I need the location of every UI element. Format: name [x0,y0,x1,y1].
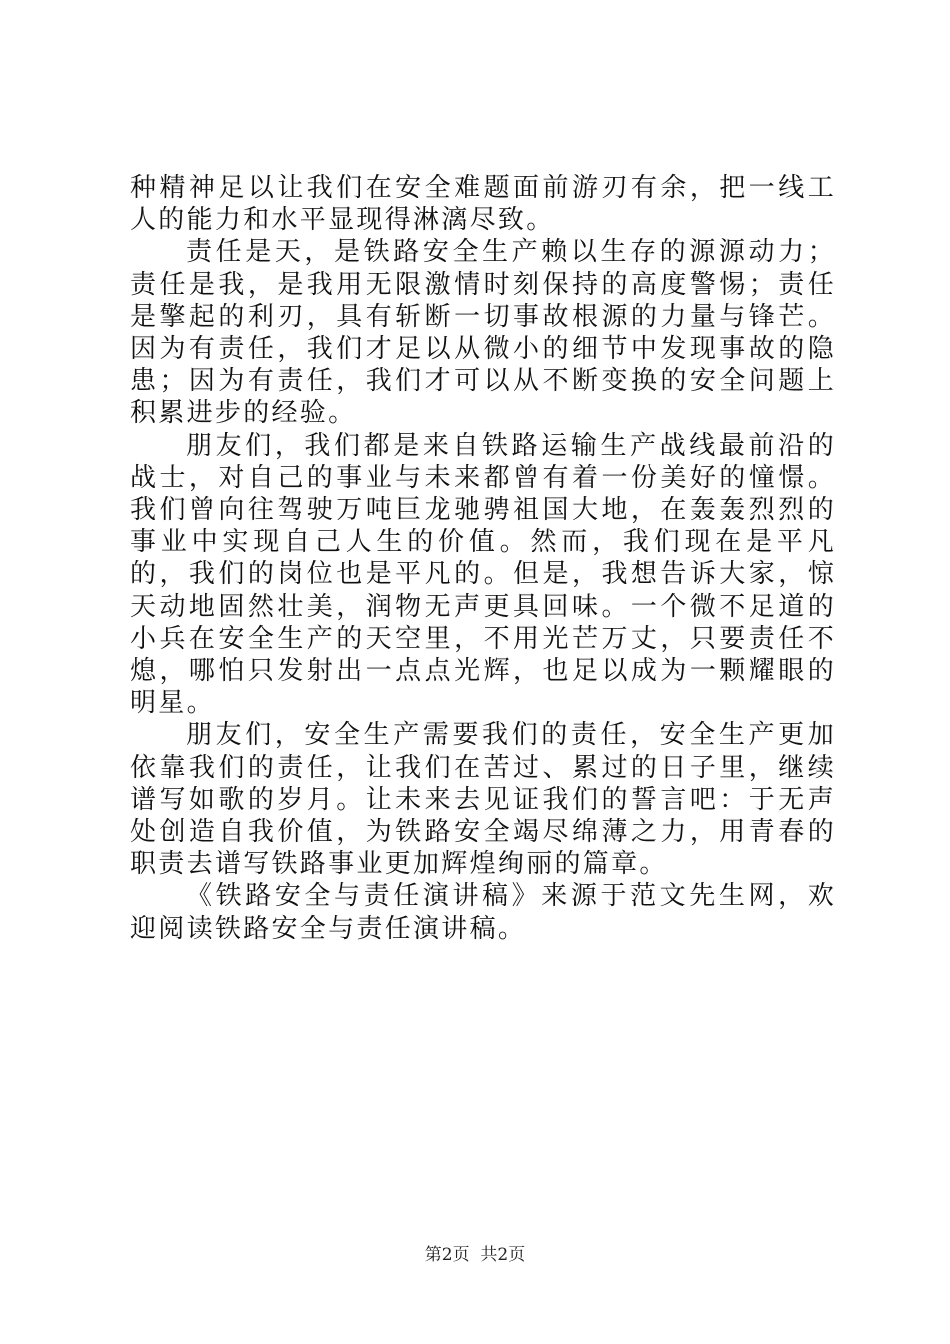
paragraph-friends-soldiers: 朋友们，我们都是来自铁路运输生产战线最前沿的战士，对自己的事业与未来都曾有着一份美好的憧憬。我们曾向往驾驶万吨巨龙驰骋祖国大地，在轰轰烈烈的事业中实现自己人生的价值。然而，我们现在是平凡的，我们的岗位也是平凡的。但是，我想告诉大家，惊天动地固然壮美，润物无声更具回味。一个微不足道的小兵在安全生产的天空里，不用光芒万丈，只要责任不熄，哪怕只发射出一点点光辉，也足以成为一颗耀眼的明星。 [130,430,836,719]
page-number-label: 第2页 共2页 [424,1245,526,1265]
document-body [130,172,836,945]
paragraph-responsibility: 责任是天，是铁路安全生产赖以生存的源源动力；责任是我，是我用无限激情时刻保持的高度警惕；责任是擎起的利刃，具有斩断一切事故根源的力量与锋芒。因为有责任，我们才足以从微小的细节中发现事故的隐患；因为有责任，我们才可以从不断变换的安全问题上积累进步的经验。 [130,237,836,429]
paragraph-continuation: 种精神足以让我们在安全难题面前游刃有余，把一线工人的能力和水平显现得淋漓尽致。 [130,173,836,236]
paragraph-friends-safety: 朋友们，安全生产需要我们的责任，安全生产更加依靠我们的责任，让我们在苦过、累过的日子里，继续谱写如歌的岁月。让未来去见证我们的誓言吧：于无声处创造自我价值，为铁路安全竭尽绵薄之力，用青春的职责去谱写铁路事业更加辉煌绚丽的篇章。 [130,720,836,880]
paragraph-source-note: 《铁路安全与责任演讲稿》来源于范文先生网，欢迎阅读铁路安全与责任演讲稿。 [130,881,836,944]
page-footer [0,1244,950,1266]
